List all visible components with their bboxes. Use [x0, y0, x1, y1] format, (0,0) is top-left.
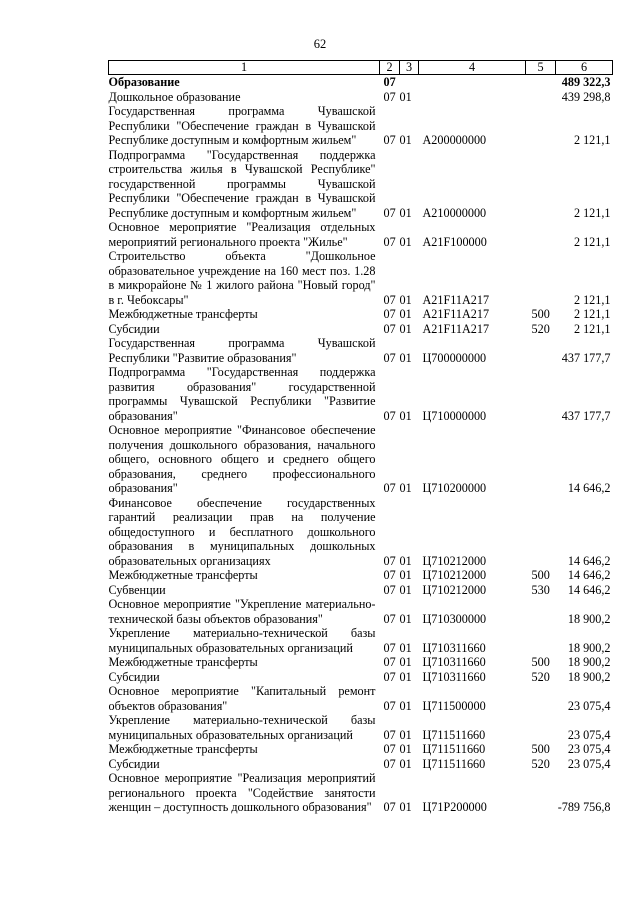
row-subsection: 01 — [399, 553, 412, 568]
row-section: 07 — [383, 89, 396, 104]
row-amount: 23 075,4 — [567, 742, 611, 756]
row-expense-type — [526, 75, 556, 90]
row-section: 07 — [383, 727, 396, 742]
row-target-article: Ц710212000 — [422, 568, 487, 582]
row-expense-type: 500 — [531, 307, 550, 321]
header-col-6: 6 — [556, 61, 613, 75]
row-subsection: 01 — [399, 800, 412, 814]
row-section: 07 — [383, 234, 396, 249]
row-target-article: А21F11А217 — [422, 307, 490, 321]
row-target-article: Ц710212000 — [422, 553, 487, 568]
table-row — [109, 597, 613, 626]
header-col-1: 1 — [109, 61, 380, 75]
row-name: Межбюджетные трансферты — [108, 742, 258, 756]
row-section: 07 — [383, 742, 396, 756]
row-amount: 18 900,2 — [567, 655, 611, 669]
table-row — [109, 568, 613, 583]
row-amount: 2 121,1 — [573, 205, 611, 220]
table-row — [109, 684, 613, 713]
row-amount: 2 121,1 — [573, 292, 611, 307]
row-expense-type — [526, 597, 556, 626]
budget-table — [108, 60, 613, 815]
row-expense-type: 500 — [531, 655, 550, 669]
row-amount: 2 121,1 — [573, 133, 611, 147]
row-name: Субсидии — [108, 756, 160, 771]
row-expense-type — [526, 771, 556, 815]
row-section: 07 — [383, 800, 396, 814]
row-expense-type — [526, 249, 556, 307]
row-subsection: 01 — [399, 655, 412, 669]
table-row — [109, 322, 613, 337]
row-subsection: 01 — [399, 727, 412, 742]
row-target-article — [419, 90, 526, 105]
row-target-article: А21F100000 — [422, 234, 487, 249]
row-expense-type — [526, 336, 556, 365]
row-amount: 14 646,2 — [567, 568, 611, 582]
row-expense-type: 520 — [531, 669, 550, 684]
row-target-article: Ц710311660 — [422, 640, 486, 655]
row-expense-type: 500 — [531, 742, 550, 756]
row-subsection: 01 — [399, 756, 412, 771]
row-subsection: 01 — [399, 481, 412, 495]
row-target-article: Ц710300000 — [422, 611, 487, 626]
table-row — [109, 496, 613, 569]
row-expense-type — [526, 423, 556, 496]
row-amount: 489 322,3 — [561, 75, 611, 89]
row-subsection — [400, 75, 419, 90]
row-subsection: 01 — [399, 205, 412, 220]
row-amount: 23 075,4 — [567, 727, 611, 742]
row-name: Финансовое обеспечение государственных гарантий реализации прав на получение общедоступного и бесплатного дошкольного образования в муниципальных дошкольных образовательных организациях — [108, 495, 376, 568]
row-expense-type — [526, 496, 556, 569]
table-row — [109, 583, 613, 598]
table-row — [109, 423, 613, 496]
row-amount: 23 075,4 — [567, 756, 611, 771]
row-section: 07 — [383, 669, 396, 684]
row-target-article: Ц710000000 — [422, 408, 487, 423]
row-target-article: Ц710311660 — [422, 669, 486, 684]
row-name: Государственная программа Чувашской Республики "Развитие образования" — [108, 336, 376, 365]
row-target-article: А21F11А217 — [422, 292, 490, 307]
row-name: Государственная программа Чувашской Республики "Обеспечение граждан в Чувашской Республике доступным и комфортным жильем" — [108, 104, 376, 147]
table-row — [109, 104, 613, 148]
row-subsection: 01 — [399, 307, 412, 321]
row-target-article: Ц700000000 — [422, 350, 487, 365]
table-row — [109, 365, 613, 423]
row-section: 07 — [383, 133, 396, 147]
row-amount: 14 646,2 — [567, 481, 611, 495]
row-subsection: 01 — [399, 408, 412, 423]
row-subsection: 01 — [399, 133, 412, 147]
row-amount: 437 177,7 — [561, 408, 611, 423]
table-row — [109, 713, 613, 742]
row-section: 07 — [383, 292, 396, 307]
table-row — [109, 90, 613, 105]
table-row — [109, 670, 613, 685]
row-subsection: 01 — [399, 742, 412, 756]
header-col-5: 5 — [526, 61, 556, 75]
table-header-row — [109, 61, 613, 75]
row-subsection: 01 — [399, 321, 412, 336]
row-name: Дошкольное образование — [108, 89, 241, 104]
header-col-4: 4 — [419, 61, 526, 75]
row-target-article: Ц711500000 — [422, 698, 486, 713]
row-target-article: Ц711511660 — [422, 756, 486, 771]
row-amount: 14 646,2 — [567, 582, 611, 597]
row-target-article: Ц711511660 — [422, 727, 486, 742]
row-subsection: 01 — [399, 568, 412, 582]
row-name: Укрепление материально-технической базы муниципальных образовательных организаций — [108, 713, 376, 742]
row-section: 07 — [383, 698, 396, 713]
row-name: Подпрограмма "Государственная поддержка строительства жилья в Чувашской Республике" государственной программы Чувашской Республики "Обеспечение граждан в Чувашской Республике доступным и комфортным жильем" — [108, 147, 376, 220]
row-expense-type — [526, 104, 556, 148]
row-expense-type — [526, 365, 556, 423]
row-section: 07 — [383, 568, 396, 582]
table-row — [109, 626, 613, 655]
row-subsection: 01 — [399, 89, 412, 104]
row-name: Основное мероприятие "Реализация отдельных мероприятий регионального проекта "Жилье" — [108, 220, 376, 249]
row-subsection: 01 — [399, 640, 412, 655]
row-subsection: 01 — [399, 292, 412, 307]
row-section: 07 — [383, 205, 396, 220]
row-amount: 23 075,4 — [567, 698, 611, 713]
row-section: 07 — [383, 582, 396, 597]
row-subsection: 01 — [399, 234, 412, 249]
row-section: 07 — [383, 640, 396, 655]
row-subsection: 01 — [399, 350, 412, 365]
row-target-article — [419, 75, 526, 90]
row-amount: 439 298,8 — [561, 89, 611, 104]
row-section: 07 — [383, 553, 396, 568]
row-expense-type — [526, 220, 556, 249]
row-name: Субсидии — [108, 669, 160, 684]
row-expense-type — [526, 626, 556, 655]
row-amount: 18 900,2 — [567, 640, 611, 655]
table-row — [109, 757, 613, 772]
header-col-3: 3 — [400, 61, 419, 75]
table-row — [109, 307, 613, 322]
row-name: Основное мероприятие "Финансовое обеспечение получения дошкольного образования, начального общего, основного общего и среднего общего образования, среднего профессионального образования" — [108, 423, 376, 495]
row-section: 07 — [383, 75, 396, 89]
row-target-article: А21F11А217 — [422, 321, 490, 336]
row-subsection: 01 — [399, 669, 412, 684]
row-expense-type: 500 — [531, 568, 550, 582]
header-col-2: 2 — [380, 61, 400, 75]
row-section: 07 — [383, 321, 396, 336]
row-subsection: 01 — [399, 582, 412, 597]
row-amount: 18 900,2 — [567, 611, 611, 626]
table-row — [109, 336, 613, 365]
table-row — [109, 742, 613, 757]
row-expense-type — [526, 148, 556, 221]
row-name: Образование — [108, 75, 180, 89]
row-section: 07 — [383, 481, 396, 495]
page-number: 62 — [313, 37, 327, 51]
row-expense-type: 530 — [531, 582, 550, 597]
table-row — [109, 220, 613, 249]
row-amount: 2 121,1 — [573, 321, 611, 336]
row-subsection: 01 — [399, 698, 412, 713]
row-target-article: Ц710212000 — [422, 582, 487, 597]
row-expense-type: 520 — [531, 321, 550, 336]
row-section: 07 — [383, 611, 396, 626]
row-name: Субвенции — [108, 582, 166, 597]
row-name: Подпрограмма "Государственная поддержка развития образования" государственной программы Чувашской Республики "Развитие образования" — [108, 365, 376, 423]
row-amount: 437 177,7 — [561, 350, 611, 365]
table-row — [109, 148, 613, 221]
row-target-article: Ц711511660 — [422, 742, 486, 756]
table-row — [109, 249, 613, 307]
row-name: Основное мероприятие "Капитальный ремонт объектов образования" — [108, 684, 376, 713]
table-row — [109, 655, 613, 670]
row-name: Межбюджетные трансферты — [108, 568, 258, 582]
row-name: Межбюджетные трансферты — [108, 655, 258, 669]
row-name: Субсидии — [108, 321, 160, 336]
table-row — [109, 75, 613, 90]
table-row — [109, 771, 613, 815]
row-name: Межбюджетные трансферты — [108, 307, 258, 321]
row-section: 07 — [383, 307, 396, 321]
row-amount: -789 756,8 — [557, 800, 611, 814]
row-target-article: Ц710200000 — [422, 481, 487, 495]
row-section: 07 — [383, 756, 396, 771]
row-expense-type: 520 — [531, 756, 550, 771]
row-expense-type — [526, 684, 556, 713]
row-target-article: А210000000 — [422, 205, 487, 220]
row-section: 07 — [383, 408, 396, 423]
row-section: 07 — [383, 350, 396, 365]
row-amount: 18 900,2 — [567, 669, 611, 684]
row-name: Основное мероприятие "Реализация мероприятий регионального проекта "Содействие занятости женщин – доступность дошкольного образования" — [108, 771, 376, 814]
row-name: Основное мероприятие "Укрепление материально-технической базы объектов образования" — [108, 597, 376, 626]
row-amount: 2 121,1 — [573, 307, 611, 321]
row-expense-type — [526, 90, 556, 105]
row-name: Строительство объекта "Дошкольное образовательное учреждение на 160 мест поз. 1.28 в микрорайоне № 1 жилого района "Новый город" в г. Чебоксары" — [108, 249, 376, 307]
row-expense-type — [526, 713, 556, 742]
row-target-article: А200000000 — [422, 133, 487, 147]
row-amount: 14 646,2 — [567, 553, 611, 568]
row-name: Укрепление материально-технической базы муниципальных образовательных организаций — [108, 626, 376, 655]
row-subsection: 01 — [399, 611, 412, 626]
row-section: 07 — [383, 655, 396, 669]
row-target-article: Ц710311660 — [422, 655, 486, 669]
row-target-article: Ц71Р200000 — [422, 800, 487, 814]
row-amount: 2 121,1 — [573, 234, 611, 249]
